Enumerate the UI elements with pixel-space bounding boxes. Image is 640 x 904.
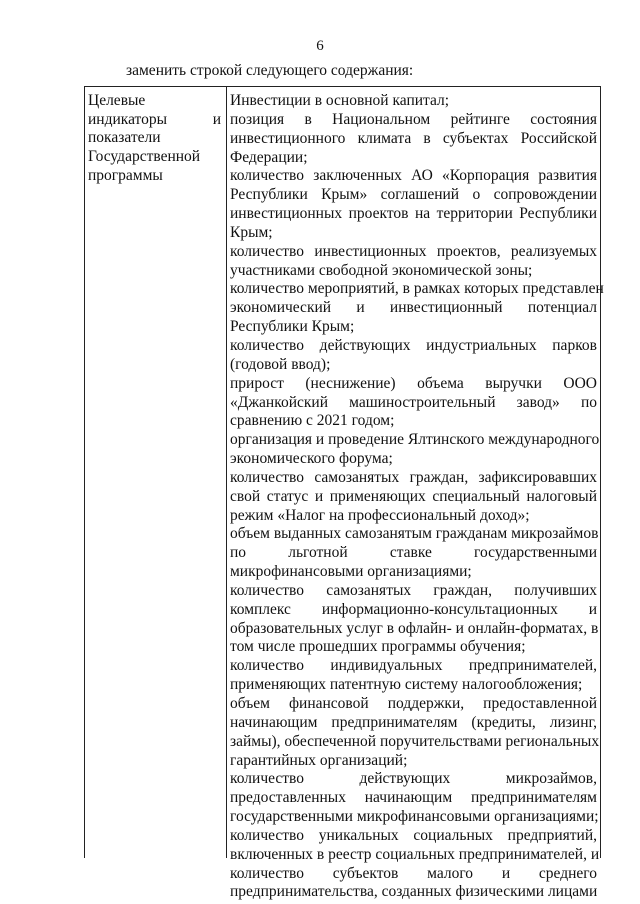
- indicator-text-line: позиция в Национальном рейтинге состояния: [230, 110, 597, 128]
- indicator-text-line: микрофинансовыми организациями;: [230, 563, 472, 581]
- indicator-text-line: количество инвестиционных проектов, реализуемых: [230, 242, 597, 260]
- indicator-text-line: том числе прошедших программы обучения;: [230, 638, 526, 656]
- row-header-word: программы: [88, 166, 163, 184]
- indicator-text-line: включенных в реестр социальных предпринимателей, и: [230, 845, 600, 863]
- indicator-text-line: займы), обеспеченной поручительствами региональных: [230, 732, 600, 750]
- indicator-text-line: инвестиционного климата в субъектах Российской: [230, 129, 597, 147]
- indicator-text-line: государственными микрофинансовыми организациями;: [230, 808, 599, 826]
- indicator-text-line: комплекс информационно-консультационных и: [230, 600, 597, 618]
- row-header-line: [88, 111, 221, 130]
- indicator-text-line: экономического форума;: [230, 450, 393, 468]
- indicator-text-line: участниками свободной экономической зоны;: [230, 261, 533, 279]
- page-number: 6: [316, 38, 324, 54]
- indicator-text-line: количество уникальных социальных предприятий,: [230, 826, 597, 844]
- indicators-list-cell: [230, 92, 604, 902]
- indicator-text-line: свой статус и применяющих специальный налоговый: [230, 487, 597, 505]
- indicator-text-line: количество заключенных АО «Корпорация развития: [230, 167, 597, 185]
- indicator-text-line: объем финансовой поддержки, предоставленной: [230, 695, 597, 712]
- indicators-table: [84, 86, 604, 901]
- indicator-text-line: Республики Крым;: [230, 318, 355, 336]
- indicator-text-line: количество самозанятых граждан, получивших: [230, 581, 597, 599]
- indicator-text-line: экономический и инвестиционный потенциал: [230, 299, 597, 317]
- row-header-line: [88, 129, 221, 148]
- indicator-text-line: гарантийных организаций;: [230, 751, 408, 769]
- indicator-text-line: образовательных услуг в офлайн- и онлайн-форматах, в: [230, 619, 599, 637]
- indicator-text-line: сравнению с 2021 годом;: [230, 412, 395, 430]
- intro-text: заменить строкой следующего содержания:: [126, 62, 414, 79]
- indicator-text-line: «Джанкойский машиностроительный завод» по: [230, 393, 597, 411]
- row-header-word: Целевые: [88, 92, 146, 109]
- row-header-word: показатели: [88, 129, 161, 147]
- column-divider: [226, 87, 227, 858]
- indicator-text-line: начинающим предпринимателям (кредиты, лизинг,: [230, 713, 597, 731]
- indicator-text-line: объем выданных самозанятым гражданам микрозаймов: [230, 525, 599, 543]
- indicator-text-line: предоставленных начинающим предпринимателям: [230, 789, 597, 807]
- row-header-line: [88, 148, 221, 167]
- indicator-text-line: количество действующих индустриальных парков: [230, 336, 597, 354]
- indicator-text-line: инвестиционных проектов на территории Республики: [230, 205, 597, 223]
- indicator-text-line: режим «Налог на профессиональный доход»;: [230, 506, 530, 524]
- indicator-text-line: Крым;: [230, 223, 273, 241]
- indicator-text-line: применяющих патентную систему налогообложения;: [230, 676, 583, 694]
- row-header-conjunction: и: [212, 110, 221, 128]
- row-header-line: [88, 92, 221, 111]
- indicator-text-line: Республики Крым» соглашений о сопровождении: [230, 186, 597, 204]
- indicator-text-line: количество действующих микрозаймов,: [230, 770, 597, 788]
- indicator-text-line: количество самозанятых граждан, зафиксировавших: [230, 468, 597, 486]
- indicator-text-line: количество индивидуальных предпринимателей,: [230, 657, 597, 675]
- row-header-line: [88, 167, 221, 186]
- indicator-text-line: организация и проведение Ялтинского международного: [230, 431, 600, 449]
- row-header-word: индикаторы: [88, 110, 168, 128]
- indicator-text-line: по льготной ставке государственными: [230, 544, 597, 562]
- row-header-word: Государственной: [88, 148, 201, 166]
- indicator-text-line: (годовой ввод);: [230, 355, 331, 373]
- indicator-text-line: прирост (неснижение) объема выручки ООО: [230, 374, 597, 392]
- indicator-text-line: Инвестиции в основной капитал;: [230, 92, 450, 109]
- indicator-text-line: количество мероприятий, в рамках которых представлен: [230, 280, 604, 298]
- indicator-text-line: предпринимательства, созданных физическими лицами: [230, 883, 598, 901]
- indicator-text-line: количество субъектов малого и среднего: [230, 864, 597, 882]
- row-header-cell: [88, 92, 221, 186]
- indicator-text-line: Федерации;: [230, 148, 308, 166]
